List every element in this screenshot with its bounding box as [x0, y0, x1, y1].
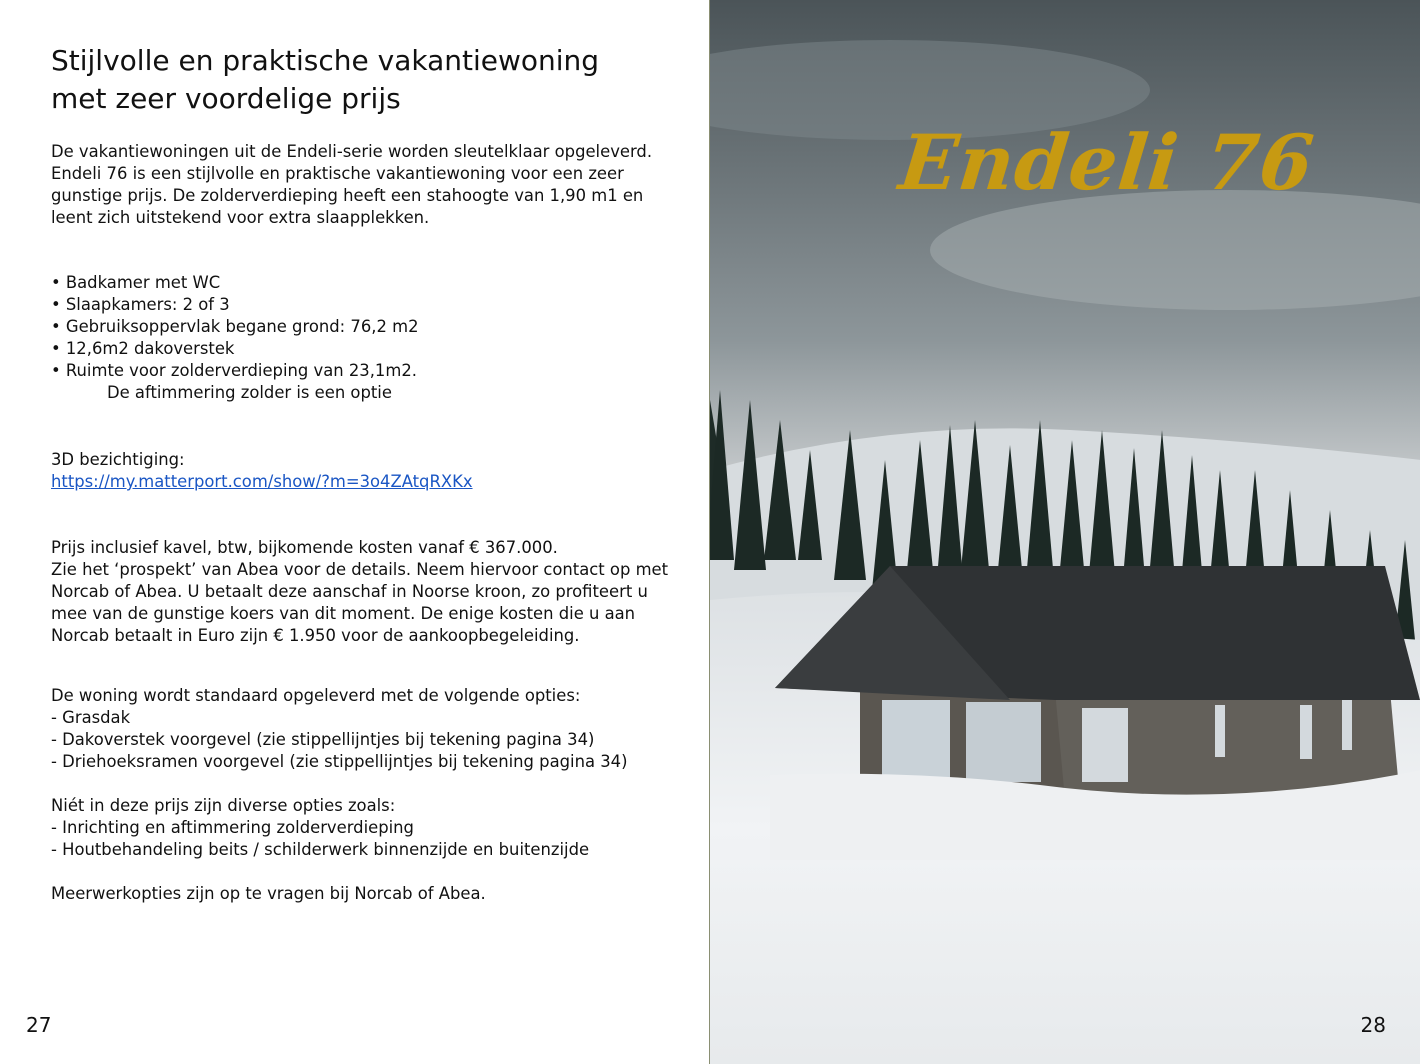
page-number-right: 28 [1360, 1013, 1386, 1037]
price-paragraph [51, 537, 681, 647]
title-line-2: met zeer voordelige prijs [51, 82, 401, 115]
options-line: - Grasdak [51, 708, 131, 727]
intro-line: gunstige prijs. De zolderverdieping heeft een stahoogte van 1,90 m1 en [51, 186, 644, 205]
not-included-line: Niét in deze prijs zijn diverse opties zoals: [51, 796, 396, 815]
feature-item: • Badkamer met WC [51, 273, 221, 292]
brand-title: Endeli 76 [895, 118, 1319, 207]
feature-item: • 12,6m2 dakoverstek [51, 339, 235, 358]
intro-line: Endeli 76 is een stijlvolle en praktische vakantiewoning voor een zeer [51, 164, 624, 183]
price-line: Zie het ‘prospekt’ van Abea voor de details. Neem hiervoor contact op met [51, 560, 669, 579]
left-page [0, 0, 709, 1064]
virtual-tour-section [51, 449, 681, 493]
page-title [51, 42, 671, 118]
price-line: Norcab betaalt in Euro zijn € 1.950 voor de aankoopbegeleiding. [51, 626, 580, 645]
options-line: - Dakoverstek voorgevel (zie stippellijntjes bij tekening pagina 34) [51, 730, 595, 749]
page-number-left: 27 [26, 1013, 52, 1037]
options-line: De woning wordt standaard opgeleverd met de volgende opties: [51, 686, 581, 705]
title-line-1: Stijlvolle en praktische vakantiewoning [51, 44, 600, 77]
feature-item: • Gebruiksoppervlak begane grond: 76,2 m2 [51, 317, 419, 336]
feature-continuation: De aftimmering zolder is een optie [107, 383, 392, 402]
feature-item: • Slaapkamers: 2 of 3 [51, 295, 230, 314]
not-included-line: - Inrichting en aftimmering zolderverdieping [51, 818, 414, 837]
intro-paragraph [51, 141, 681, 229]
standard-options [51, 685, 681, 773]
feature-list [51, 272, 681, 404]
intro-line: De vakantiewoningen uit de Endeli-serie worden sleutelklaar opgeleverd. [51, 142, 653, 161]
options-line: - Driehoeksramen voorgevel (zie stippellijntjes bij tekening pagina 34) [51, 752, 628, 771]
not-included-options [51, 795, 681, 861]
not-included-line: - Houtbehandeling beits / schilderwerk binnenzijde en buitenzijde [51, 840, 590, 859]
intro-line: leent zich uitstekend voor extra slaapplekken. [51, 208, 430, 227]
price-line: mee van de gunstige koers van dit moment. De enige kosten die u aan [51, 604, 636, 623]
price-line: Norcab of Abea. U betaalt deze aanschaf in Noorse kroon, zo profiteert u [51, 582, 648, 601]
right-page [709, 0, 1420, 1064]
feature-item: • Ruimte voor zolderverdieping van 23,1m2. [51, 361, 417, 380]
price-line: Prijs inclusief kavel, btw, bijkomende kosten vanaf € 367.000. [51, 538, 558, 557]
extra-work-note: Meerwerkopties zijn op te vragen bij Norcab of Abea. [51, 884, 486, 903]
tour-link[interactable]: https://my.matterport.com/show/?m=3o4ZAtqRXKx [51, 472, 473, 491]
tour-label: 3D bezichtiging: [51, 450, 185, 469]
